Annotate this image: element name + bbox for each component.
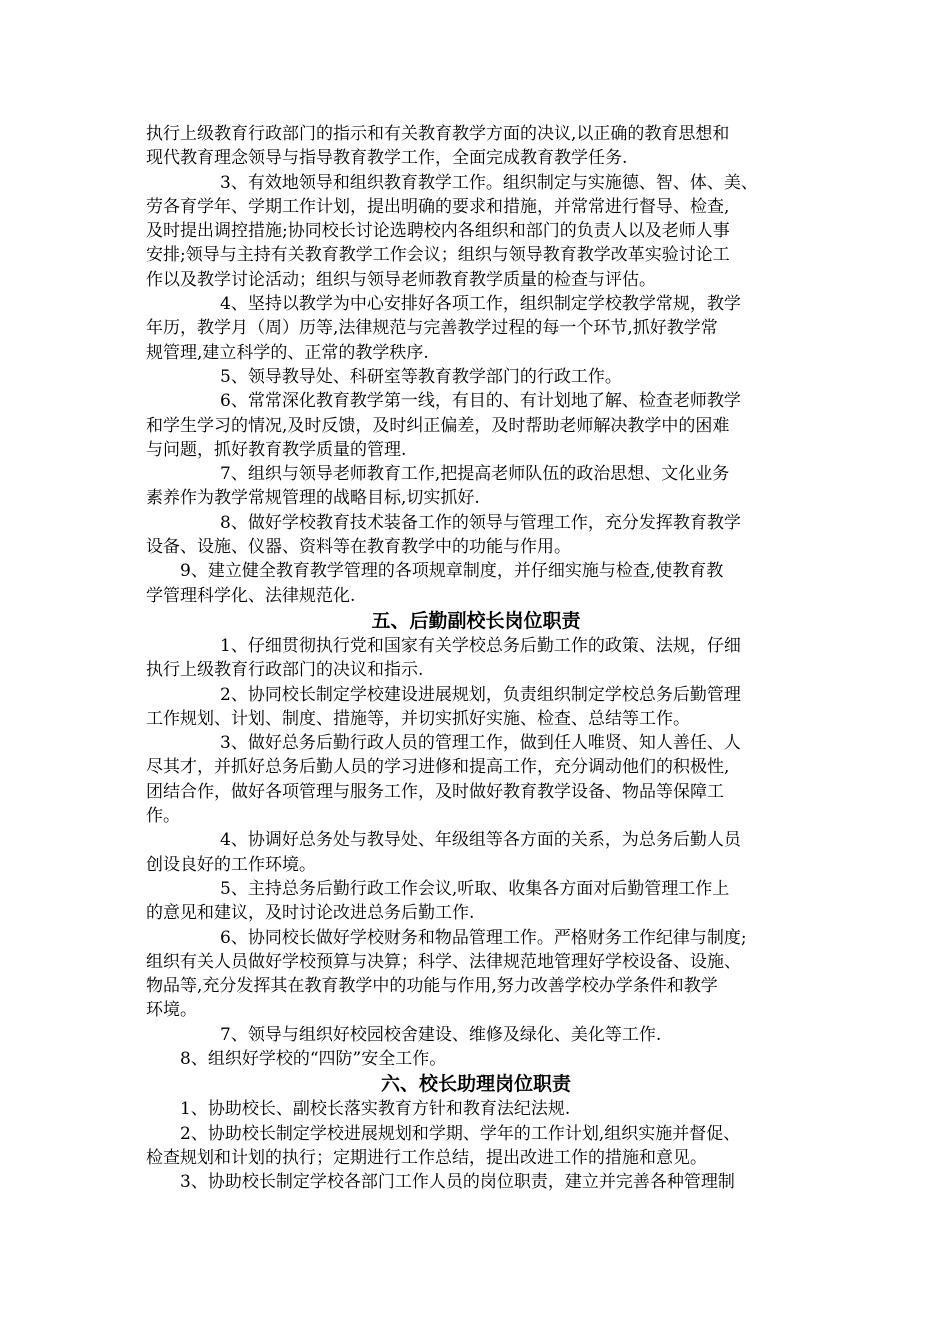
section-s4-tail <box>146 122 806 608</box>
text-line: 创设良好的工作环境。 <box>146 854 316 875</box>
text-line: 与问题，抓好教育教学质量的管理. <box>146 439 407 460</box>
paragraph <box>146 634 806 683</box>
paragraph <box>146 462 806 511</box>
paragraph <box>146 1170 806 1194</box>
text-line: 3、协助校长制定学校各部门工作人员的岗位职责，建立并完善各种管理制 <box>180 1172 735 1193</box>
text-line: 作。 <box>146 806 180 827</box>
paragraph <box>146 731 806 828</box>
text-line: 的意见和建议，及时讨论改进总务后勤工作. <box>146 903 475 924</box>
text-line: 3、做好总务后勤行政人员的管理工作，做到任人唯贤、知人善任、人 <box>220 733 741 754</box>
paragraph <box>146 1122 806 1171</box>
paragraph <box>146 389 806 462</box>
paragraph <box>146 926 806 1023</box>
section-heading: 六、校长助理岗位职责 <box>380 1073 571 1096</box>
paragraph <box>146 559 806 608</box>
text-line: 8、组织好学校的“四防”安全工作。 <box>180 1048 447 1069</box>
text-line: 劳各育学年、学期工作计划，提出明确的要求和措施，并常常进行督导、检查, <box>146 196 730 217</box>
text-line: 5、主持总务后勤行政工作会议,听取、收集各方面对后勤管理工作上 <box>220 878 730 899</box>
text-line: 团结合作，做好各项管理与服务工作，及时做好教育教学设备、物品等保障工 <box>146 781 724 802</box>
text-line: 年历，教学月（周）历等,法律规范与完善教学过程的每一个环节,抓好教学常 <box>146 318 718 339</box>
text-line: 9、建立健全教育教学管理的各项规章制度，并仔细实施与检查,使教育教 <box>180 561 724 582</box>
text-line: 2、协助校长制定学校进展规划和学期、学年的工作计划,组织实施并督促、 <box>180 1123 741 1144</box>
paragraph <box>146 683 806 732</box>
paragraph <box>146 1047 806 1071</box>
section-s6 <box>146 1071 806 1194</box>
section-s5 <box>146 608 806 1071</box>
text-line: 物品等,充分发挥其在教育教学中的功能与作用,努力改善学校办学条件和教学 <box>146 976 718 997</box>
paragraph <box>146 511 806 560</box>
text-line: 执行上级教育行政部门的决议和指示. <box>146 660 424 681</box>
text-line: 6、常常深化教育教学第一线，有目的、有计划地了解、检查老师教学 <box>220 391 741 412</box>
paragraph <box>146 1023 806 1047</box>
paragraph <box>146 877 806 926</box>
paragraph <box>146 365 806 389</box>
text-line: 设备、设施、仪器、资料等在教育教学中的功能与作用。 <box>146 537 571 558</box>
paragraph <box>146 292 806 365</box>
text-line: 规管理,建立科学的、正常的教学秩序. <box>146 342 429 363</box>
paragraph <box>146 122 806 171</box>
text-line: 6、协同校长做好学校财务和物品管理工作。严格财务工作纪律与制度; <box>220 927 747 948</box>
text-line: 1、协助校长、副校长落实教育方针和教育法纪法规. <box>180 1099 571 1120</box>
text-line: 和学生学习的情况,及时反馈，及时纠正偏差，及时帮助老师解决教学中的困难 <box>146 415 730 436</box>
paragraph <box>146 828 806 877</box>
text-line: 尽其才，并抓好总务后勤人员的学习进修和提高工作，充分调动他们的积极性, <box>146 757 730 778</box>
text-line: 7、领导与组织好校园校舍建设、维修及绿化、美化等工作. <box>220 1024 662 1045</box>
text-line: 检查规划和计划的执行；定期进行工作总结，提出改进工作的措施和意见。 <box>146 1147 707 1168</box>
section-heading: 五、后勤副校长岗位职责 <box>371 609 581 632</box>
text-line: 安排;领导与主持有关教育教学工作会议；组织与领导教育教学改革实验讨论工 <box>146 245 730 266</box>
text-line: 组织有关人员做好学校预算与决算；科学、法律规范地管理好学校设备、设施、 <box>146 951 741 972</box>
text-line: 作以及教学讨论活动；组织与领导老师教育教学质量的检查与评估。 <box>146 269 656 290</box>
text-line: 素养作为教学常规管理的战略目标,切实抓好. <box>146 488 480 509</box>
text-line: 4、坚持以教学为中心安排好各项工作，组织制定学校教学常规，教学 <box>220 294 741 315</box>
text-line: 1、仔细贯彻执行党和国家有关学校总务后勤工作的政策、法规，仔细 <box>220 635 741 656</box>
text-line: 8、做好学校教育技术装备工作的领导与管理工作，充分发挥教育教学 <box>220 512 741 533</box>
text-line: 现代教育理念领导与指导教育教学工作，全面完成教育教学任务. <box>146 148 628 169</box>
text-line: 4、协调好总务处与教导处、年级组等各方面的关系，为总务后勤人员 <box>220 830 741 851</box>
paragraph <box>146 171 806 292</box>
text-line: 工作规划、计划、制度、措施等，并切实抓好实施、检查、总结等工作。 <box>146 708 690 729</box>
text-line: 环境。 <box>146 1000 197 1021</box>
text-line: 及时提出调控措施;协同校长讨论选聘校内各组织和部门的负责人以及老师人事 <box>146 221 730 242</box>
text-line: 7、组织与领导老师教育工作,把提高老师队伍的政治思想、文化业务 <box>220 464 730 485</box>
text-line: 2、协同校长制定学校建设进展规划，负责组织制定学校总务后勤管理 <box>220 684 741 705</box>
text-line: 3、有效地领导和组织教育教学工作。组织制定与实施德、智、体、美、 <box>220 172 758 193</box>
text-line: 学管理科学化、法律规范化. <box>146 585 356 606</box>
document-body <box>146 122 806 1194</box>
text-line: 5、领导教导处、科研室等教育教学部门的行政工作。 <box>220 366 622 387</box>
paragraph <box>146 1097 806 1121</box>
text-line: 执行上级教育行政部门的指示和有关教育教学方面的决议,以正确的教育思想和 <box>146 124 730 144</box>
